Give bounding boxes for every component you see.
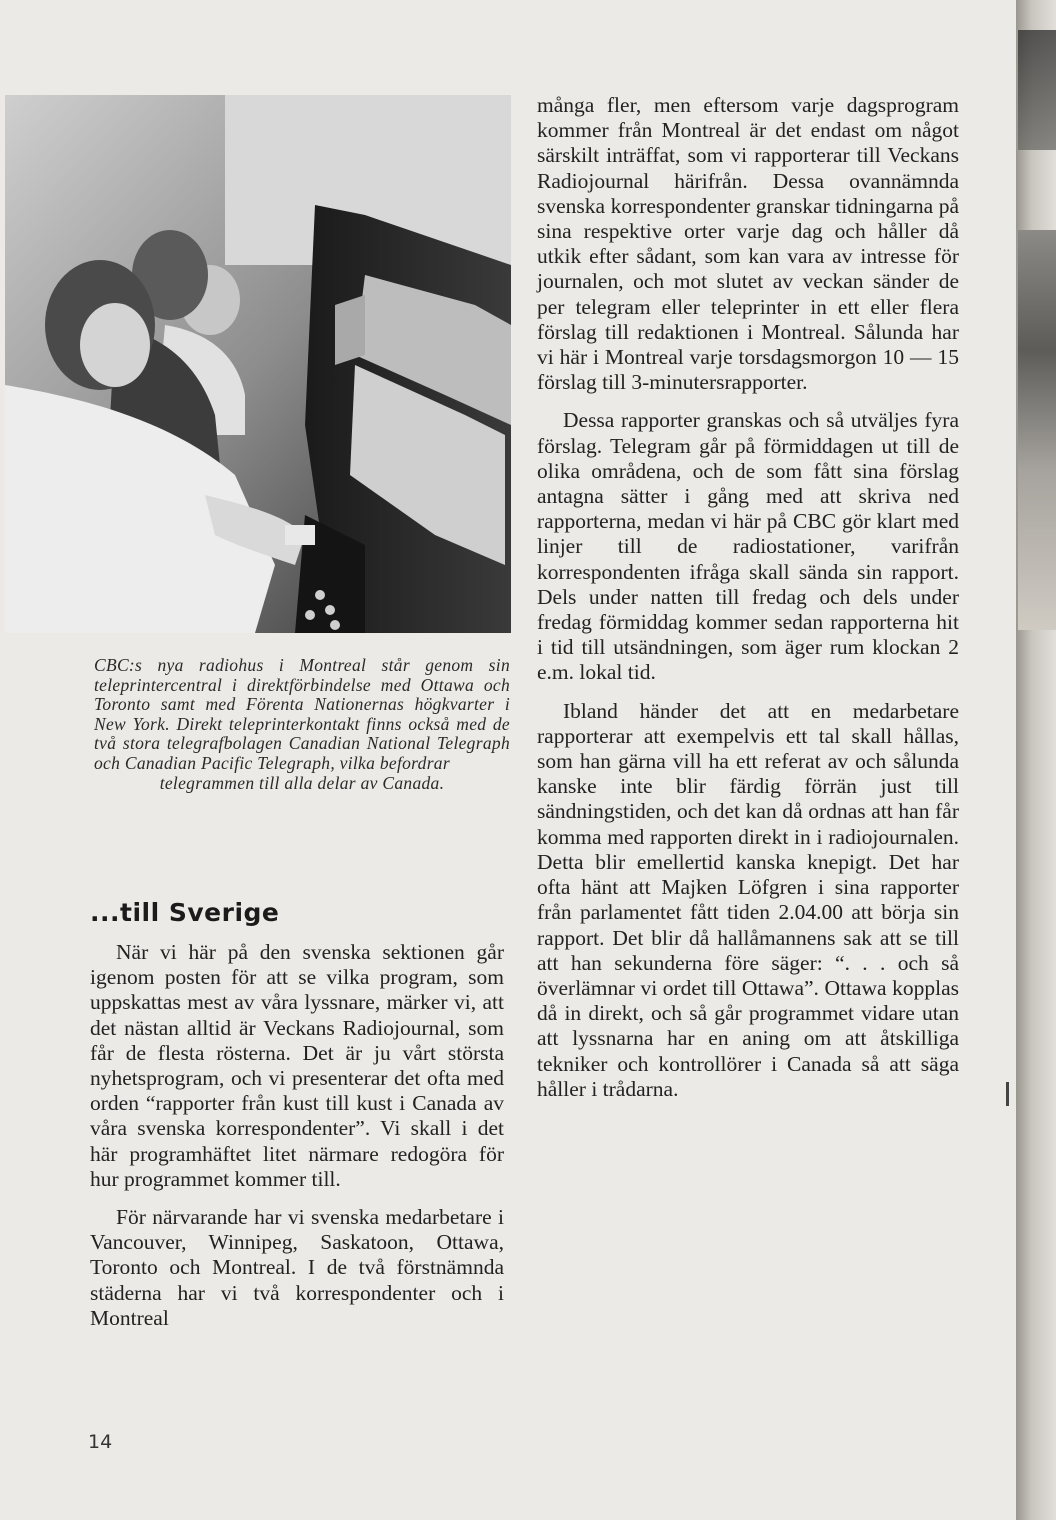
page-number: 14 xyxy=(88,1431,113,1453)
right-paragraph-3: Ibland händer det att en medarbetare rapporterar att exempelvis ett tal skall hållas, som han gärna vill ha ett referat av och sålunda kanske inte blir färdig förrän just till sändningstiden, och det kan då ordnas att han får komma med rapporten direkt in i radiojournalen. Detta blir emellertid kanska knepigt. Det har ofta hänt att Majken Löfgren i sina rapporter från parlamentet fått tiden 2.04.00 att börja sin rapport. Det blir då hallåmannens sak att se till att han sekunderna före säger: “. . . och så överlämnar vi ordet till Ottawa”. Ottawa kopplas då in direkt, och så går programmet vidare utan att lyssnarna har en aning om att åtskilliga tekniker och kontrollörer i Canada så att säga håller i trådarna. xyxy=(537,698,959,1101)
right-paragraph-2: Dessa rapporter granskas och så utväljes fyra förslag. Telegram går på förmiddagen ut till de olika områdena, och de som fått sina förslag antagna sätter i gång med att skriva ned rapporterna, medan vi här på CBC gör klart med linjer till de radiostationer, varifrån korrespondenten ifråga skall sända sin rapport. Dels under natten till fredag och dels under fredag förmiddag kommer sedan rapporterna hit i tid till utsändningen, som äger rum klockan 2 e.m. lokal tid. xyxy=(537,408,959,685)
caption-last-line: telegrammen till alla delar av Canada. xyxy=(159,772,445,793)
left-column xyxy=(90,940,504,1344)
caption-body: CBC:s nya radiohus i Montreal står genom sin teleprintercentral i direktförbindelse med Ottawa och Toronto samt med Förenta Nationernas högkvarter i New York. Direkt teleprinterkontakt finns också med de två stora telegrafbolagen Canadian National Telegraph och Canadian Pacific Telegraph, vilka befordrar xyxy=(94,655,510,773)
photo-teleprinter-operators-icon xyxy=(5,95,511,633)
facing-page-edge-top xyxy=(1018,30,1056,150)
right-column xyxy=(537,93,959,1115)
left-paragraph-1: När vi här på den svenska sektionen går igenom posten för att se vilka program, som uppskattas mest av våra lyssnare, märker vi, att det nästan alltid är Veckans Radiojournal, som får de flesta rösterna. Det är ju vårt största nyhetsprogram, och vi presenterar det ofta med orden “rapporter från kust till kust i Canada av våra svenska korrespondenter”. Vi skall i det här programhäftet litet närmare redogöra för hur programmet kommer till. xyxy=(90,940,504,1191)
photo-caption xyxy=(94,656,510,793)
facing-page-photo-edge xyxy=(1018,230,1056,630)
right-paragraph-1: många fler, men eftersom varje dagsprogram kommer från Montreal är det endast om något särskilt inträffat, som vi rapporterar till Veckans Radiojournal härifrån. Dessa ovannämnda svenska korrespondenter granskar tidningarna på sina respektive orter varje dag och håller då utkik efter sådant, som kan vara av intresse för journalen, och mot slutet av veckan sänder de per telegram eller teleprinter in ett eller flera förslag till redaktionen i Montreal. Sålunda har vi här i Montreal varje torsdagsmorgon 10 — 15 förslag till 3-minutersrapporter. xyxy=(537,93,959,395)
section-heading: ...till Sverige xyxy=(90,898,280,927)
margin-mark xyxy=(1006,1082,1009,1106)
left-paragraph-2: För närvarande har vi svenska medarbetare i Vancouver, Winnipeg, Saskatoon, Ottawa, Toronto och Montreal. I de två förstnämnda städerna har vi två korrespondenter och i Montreal xyxy=(90,1205,504,1330)
teleprinter-photo xyxy=(5,95,511,633)
book-spine xyxy=(1016,0,1056,1520)
